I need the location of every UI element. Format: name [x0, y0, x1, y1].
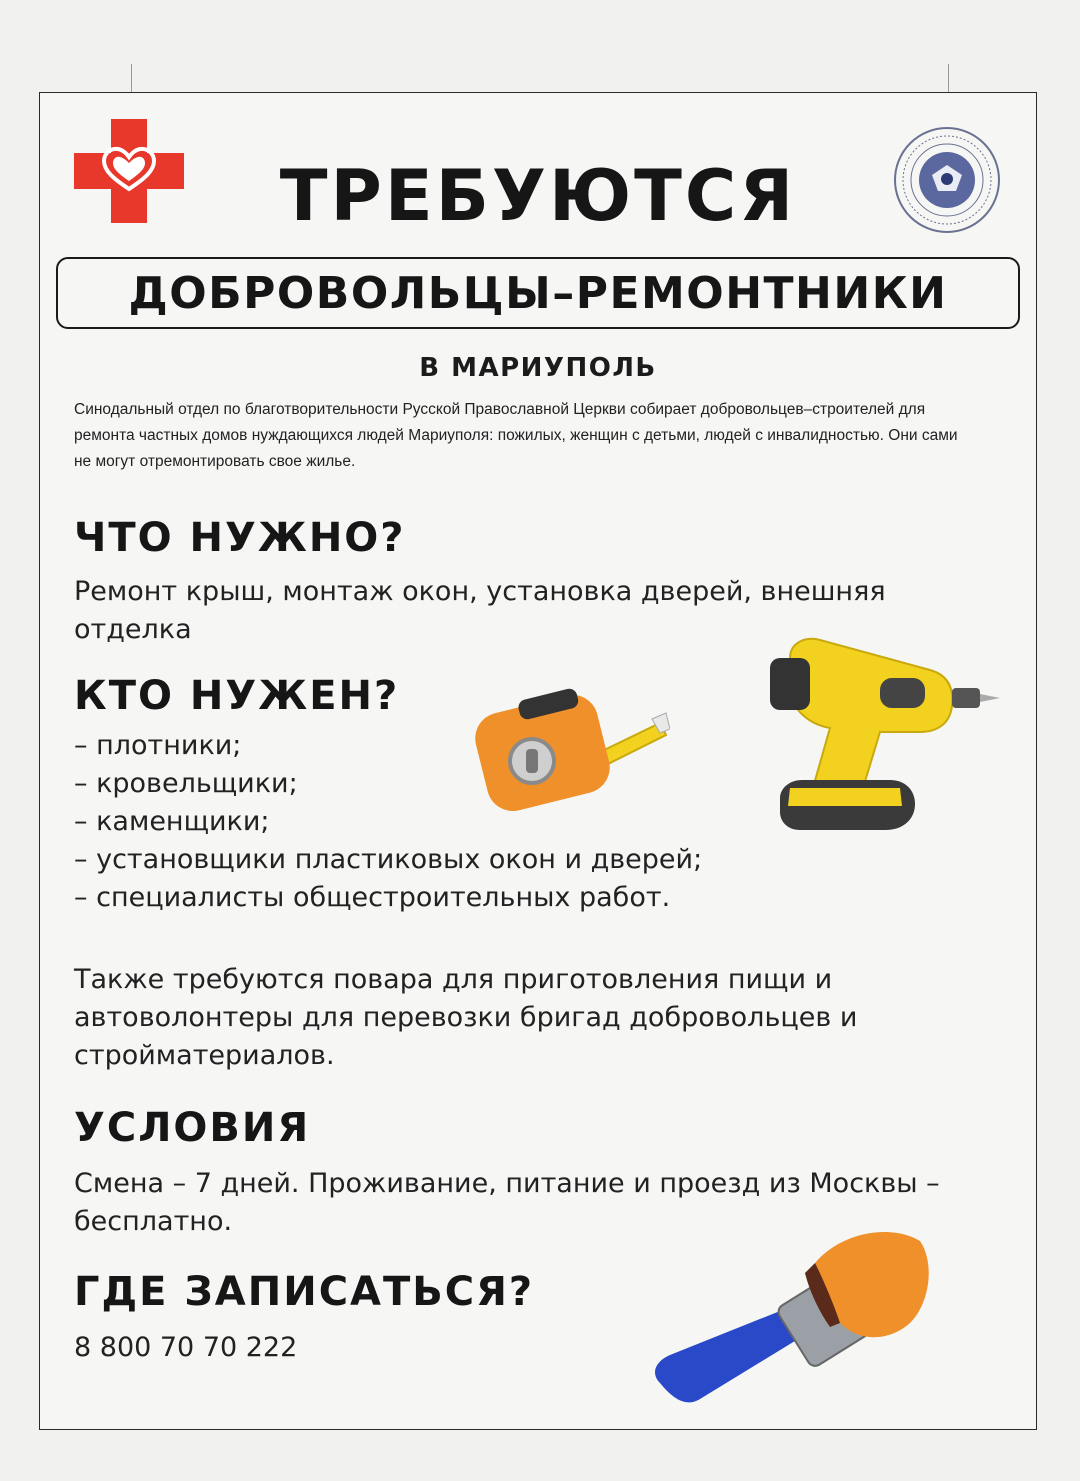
subtitle-box [56, 257, 1020, 329]
list-item: – каменщики; [74, 803, 702, 841]
crop-mark-left [131, 64, 132, 92]
list-item: – кровельщики; [74, 765, 702, 803]
crop-mark-right [948, 64, 949, 92]
list-item: – специалисты общестроительных работ. [74, 879, 702, 917]
city-heading: В МАРИУПОЛЬ [419, 353, 657, 383]
signup-heading: ГДЕ ЗАПИСАТЬСЯ? [74, 1269, 535, 1315]
list-item: – установщики пластиковых окон и дверей; [74, 841, 702, 879]
phone-number[interactable]: 8 800 70 70 222 [74, 1332, 298, 1363]
also-paragraph: Также требуются повара для приготовления пищи и автоволонтеры для перевозки бригад добровольцев и стройматериалов. [74, 964, 858, 1071]
what-heading: ЧТО НУЖНО? [74, 515, 406, 561]
intro-paragraph: Синодальный отдел по благотворительности Русской Православной Церкви собирает добровольцев–строителей для ремонта частных домов нуждающихся людей Мариуполя: пожилых, женщин с детьми, людей с инвалидностью. Они сами не могут отремонтировать свое жилье. [74, 401, 958, 470]
tape-measure-icon [470, 683, 670, 813]
page-title: ТРЕБУЮТСЯ [279, 155, 797, 237]
conditions-text: Смена – 7 дней. Проживание, питание и проезд из Москвы – бесплатно. [74, 1168, 940, 1237]
paint-brush-icon [640, 1223, 930, 1413]
who-heading: КТО НУЖЕН? [74, 673, 400, 719]
conditions-heading: УСЛОВИЯ [74, 1105, 311, 1151]
list-item: – плотники; [74, 727, 702, 765]
subtitle: ДОБРОВОЛЬЦЫ–РЕМОНТНИКИ [128, 267, 948, 319]
drill-icon [730, 628, 1000, 848]
poster [39, 92, 1037, 1430]
what-text: Ремонт крыш, монтаж окон, установка дверей, внешняя отделка [74, 576, 886, 645]
